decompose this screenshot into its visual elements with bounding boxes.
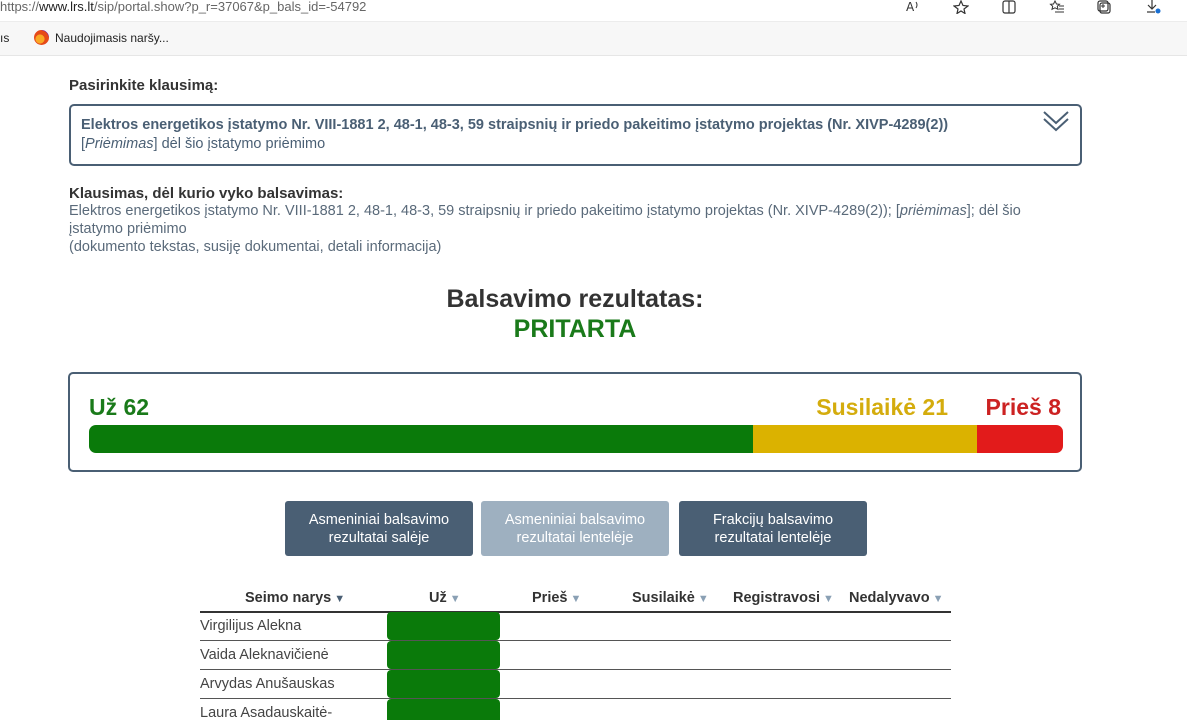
question-stage: priėmimas xyxy=(899,203,967,219)
column-header-for-label: Už xyxy=(429,590,447,606)
column-header-name[interactable] xyxy=(245,590,345,606)
result-status: PRITARTA xyxy=(513,315,637,343)
read-aloud-icon[interactable] xyxy=(889,0,937,16)
firefox-logo-icon xyxy=(34,30,49,45)
column-header-absent[interactable] xyxy=(849,590,944,606)
vote-summary-panel xyxy=(68,372,1082,472)
vote-for-cell xyxy=(387,612,500,640)
member-name[interactable]: Vaida Aleknavičienė xyxy=(200,647,329,663)
vote-distribution-bar xyxy=(89,425,1063,453)
question-select-label: Pasirinkite klausimą: xyxy=(69,77,219,94)
column-header-registered-label: Registravosi xyxy=(733,590,821,606)
member-name[interactable]: Arvydas Anušauskas xyxy=(200,676,335,692)
column-header-against-label: Prieš xyxy=(532,590,568,606)
bookmark-cut-item[interactable]: ıs xyxy=(0,31,10,45)
member-name[interactable]: Laura Asadauskaitė- xyxy=(200,705,333,720)
sort-icon[interactable]: ▼ xyxy=(570,593,582,605)
stage-rest: ] dėl šio įstatymo priėmimo xyxy=(153,136,326,152)
column-header-abstain-label: Susilaikė xyxy=(632,590,695,606)
column-header-absent-label: Nedalyvavo xyxy=(849,590,930,606)
url-prefix: https:// xyxy=(0,0,40,14)
bookmark-naudojimasis[interactable] xyxy=(34,30,169,45)
favorite-star-icon[interactable] xyxy=(937,0,985,16)
column-header-name-label: Seimo narys xyxy=(245,590,332,606)
vote-for-cell xyxy=(387,670,500,698)
vote-bar-for-segment xyxy=(89,425,753,453)
column-header-for[interactable] xyxy=(429,590,461,606)
collections-icon[interactable] xyxy=(1081,0,1129,16)
question-text: Elektros energetikos įstatymo Nr. VIII-1881 2, 48-1, 48-3, 59 straipsnių ir priedo pakeitimo įstatymo projektas (Nr. XIVP-4289(2)); [ xyxy=(69,203,900,219)
url-path: /sip/portal.show?p_r=37067&p_bals_id=-54792 xyxy=(93,0,367,14)
bookmark-label: Naudojimasis naršy... xyxy=(55,30,169,45)
vote-bar-against-segment xyxy=(977,425,1063,453)
table-row xyxy=(200,641,951,670)
sort-icon[interactable]: ▼ xyxy=(823,593,834,605)
chevron-down-icon[interactable] xyxy=(1042,108,1070,134)
results-table-header xyxy=(200,588,951,613)
browser-toolbar xyxy=(889,0,1177,16)
url-host: www.lrs.lt xyxy=(39,0,94,14)
vote-abstain-count: Susilaikė 21 xyxy=(816,394,948,420)
svg-text:A: A xyxy=(906,0,915,14)
vote-for-cell xyxy=(387,641,500,669)
sort-icon[interactable]: ▼ xyxy=(932,593,944,605)
table-row xyxy=(200,670,951,699)
sort-icon[interactable]: ▼ xyxy=(697,593,709,605)
split-screen-icon[interactable] xyxy=(985,0,1033,16)
personal-results-table-button[interactable]: Asmeniniai balsavimo rezultatai lentelėje xyxy=(481,501,669,556)
stage-name: Priėmimas xyxy=(85,136,154,152)
column-header-registered[interactable] xyxy=(733,590,834,606)
question-tail: ]; dėl šio xyxy=(966,203,1021,219)
stage-bracket-open: [ xyxy=(81,136,86,152)
sort-icon[interactable]: ▼ xyxy=(449,593,461,605)
personal-results-hall-button[interactable]: Asmeniniai balsavimo rezultatai salėje xyxy=(285,501,473,556)
question-text-line1 xyxy=(69,203,1021,219)
vote-for-count: Už 62 xyxy=(89,394,150,420)
vote-bar-abstain-segment xyxy=(753,425,978,453)
vote-against-count: Prieš 8 xyxy=(985,394,1061,420)
selected-question-title: Elektros energetikos įstatymo Nr. VIII-1881 2, 48-1, 48-3, 59 straipsnių ir priedo pakeitimo įstatymo projektas (Nr. XIVP-4289(2)) xyxy=(81,117,949,133)
table-row xyxy=(200,612,951,641)
column-header-against[interactable] xyxy=(532,590,581,606)
result-heading: Balsavimo rezultatas: xyxy=(446,285,704,313)
question-select-dropdown[interactable] xyxy=(69,104,1082,166)
bookmarks-bar xyxy=(0,22,1187,56)
document-links[interactable]: (dokumento tekstas, susiję dokumentai, detali informacija) xyxy=(69,239,442,255)
favorites-list-icon[interactable] xyxy=(1033,0,1081,16)
selected-question-stage xyxy=(81,136,325,152)
address-bar[interactable] xyxy=(0,0,1187,22)
column-header-abstain[interactable] xyxy=(632,590,709,606)
question-text-line2: įstatymo priėmimo xyxy=(69,221,187,237)
downloads-icon[interactable] xyxy=(1129,0,1177,16)
url-text[interactable] xyxy=(0,0,366,16)
member-name[interactable]: Virgilijus Alekna xyxy=(200,618,302,634)
question-heading: Klausimas, dėl kurio vyko balsavimas: xyxy=(69,185,344,202)
table-row xyxy=(200,699,951,720)
faction-results-table-button[interactable]: Frakcijų balsavimo rezultatai lentelėje xyxy=(679,501,867,556)
sort-desc-icon[interactable]: ▼ xyxy=(334,593,346,605)
vote-for-cell xyxy=(387,699,500,720)
